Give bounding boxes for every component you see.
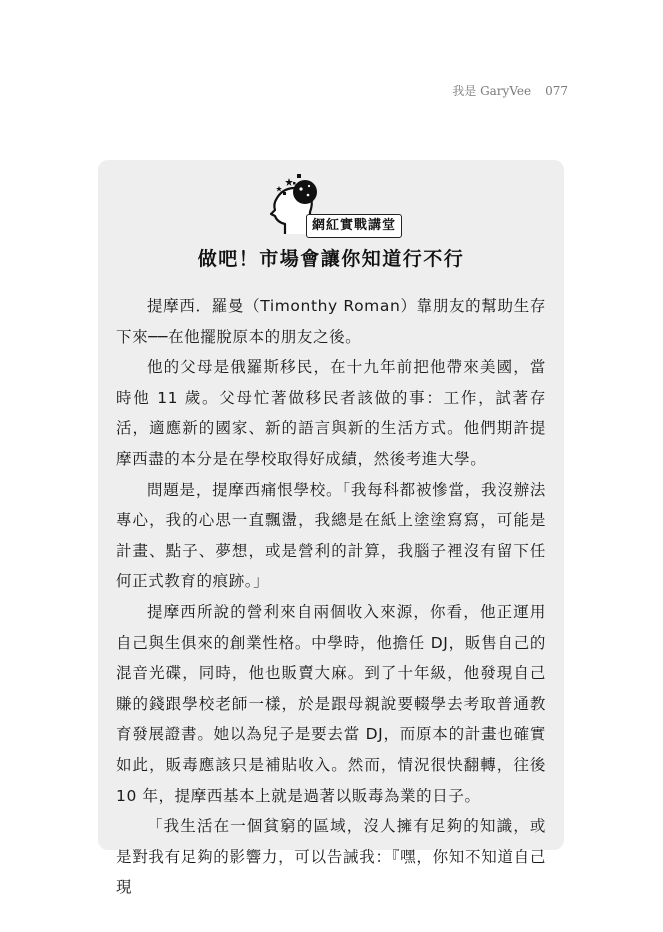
article-title: 做吧！市場會讓你知道行不行 (197, 248, 465, 270)
page-number: 077 (545, 84, 568, 98)
paragraph: 提摩西．羅曼（Timonthy Roman）靠朋友的幫助生存下來──在他擺脫原本的朋友之後。 (116, 297, 546, 346)
book-title: 我是 GaryVee (452, 84, 532, 98)
paragraph: 問題是，提摩西痛恨學校。「我每科都被慘當，我沒辦法專心，我的心思一直飄盪，我總是在紙上塗塗寫寫，可能是計畫、點子、夢想，或是營利的計算，我腦子裡沒有留下任何正式教育的痕跡。」 (116, 480, 546, 591)
running-head (452, 82, 568, 99)
article-body (116, 291, 546, 903)
paragraph: 「我生活在一個貧窮的區域，沒人擁有足夠的知識，或是對我有足夠的影響力，可以告誡我：『嘿，你知不知道自己現 (116, 817, 546, 897)
paragraph: 他的父母是俄羅斯移民，在十九年前把他帶來美國，當時他 11 歲。父母忙著做移民者該做的事：工作，試著存活，適應新的國家、新的語言與新的生活方式。他們期許提摩西盡的本分是在學校取得好成績，然後考進大學。 (116, 358, 546, 468)
column-name-label: 網紅實戰講堂 (306, 214, 402, 238)
paragraph: 提摩西所說的營利來自兩個收入來源，你看，他正運用自己與生俱來的創業性格。中學時，他擔任 DJ，販售自己的混音光碟，同時，他也販賣大麻。到了十年級，他發現自己賺的錢跟學校老師一樣，於是跟母親說要輟學去考取普通教育發展證書。她以為兒子是要去當 DJ，而原本的計畫也確實如此，販毒應該只是補貼收入。然而，情況很快翻轉，往後 10 年，提摩西基本上就是過著以販毒為業的日子。 (116, 602, 546, 805)
